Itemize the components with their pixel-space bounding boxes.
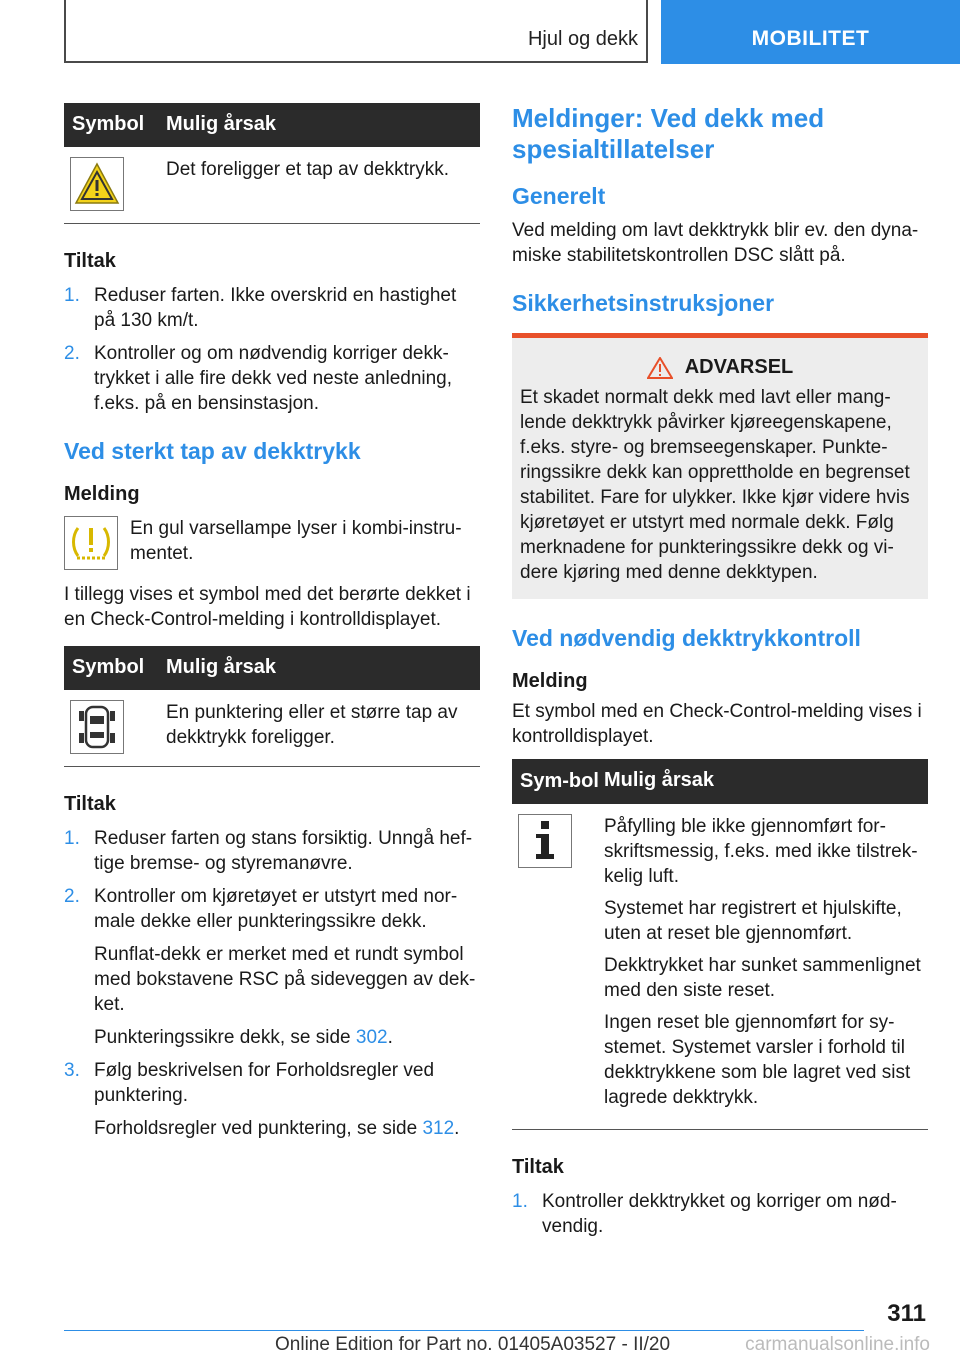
table-row bbox=[64, 147, 480, 224]
list-item: 1. Reduser farten. Ikke overskrid en hastighet på 130 km/t. bbox=[64, 285, 457, 331]
section-title: Hjul og dekk bbox=[527, 28, 638, 50]
table-header-cause: Mulig årsak bbox=[164, 646, 480, 690]
table-row bbox=[512, 804, 928, 1130]
table-header-symbol: Sym-bol bbox=[512, 759, 602, 804]
symbol-table-2 bbox=[64, 646, 480, 767]
page-link-312[interactable]: 312 bbox=[422, 1118, 455, 1139]
left-column bbox=[64, 103, 480, 1149]
list-item: 1. Reduser farten og stans forsiktig. Unngå heftige bremse- og styremanøvre. bbox=[64, 828, 473, 874]
check-heading: Ved nødvendig dekktrykkontroll bbox=[512, 625, 861, 651]
table-header-cause: Mulig årsak bbox=[602, 759, 928, 804]
warning-box bbox=[512, 333, 928, 599]
symbol-table-1 bbox=[64, 103, 480, 224]
info-icon bbox=[518, 814, 572, 868]
page-link-302[interactable]: 302 bbox=[355, 1027, 388, 1048]
table-cell-cause: Påfylling ble ikke gjennomført forskriftsmessig, f.eks. med ikke tilstrekkelig luft. bbox=[604, 816, 918, 887]
chapter-tab[interactable]: MOBILITET bbox=[661, 0, 960, 64]
right-column bbox=[512, 103, 928, 1247]
table-header-symbol: Symbol bbox=[64, 103, 164, 147]
symbol-table-3 bbox=[512, 759, 928, 1130]
table-header-symbol: Symbol bbox=[64, 646, 164, 690]
list-item: 3. Følg beskrivelsen for Forholdsregler ved punktering. Forholdsregler ved punktering, se side 312. bbox=[64, 1060, 460, 1139]
general-text: Ved melding om lavt dekktrykk blir ev. den dynamiske stabilitetskontrollen DSC slått på. bbox=[512, 220, 919, 266]
warning-icon bbox=[647, 357, 673, 379]
table-cell-cause: Systemet har registrert et hjulskifte, uten at reset ble gjennomført. bbox=[604, 898, 902, 944]
table-header-cause: Mulig årsak bbox=[164, 103, 480, 147]
car-tire-icon bbox=[70, 700, 124, 754]
list-item: 2. Kontroller og om nødvendig korriger dekktrykket i alle fire dekk ved neste anledning, f.eks. på en bensinstasjon. bbox=[64, 343, 453, 414]
warning-triangle-icon bbox=[70, 157, 124, 211]
header-box bbox=[64, 0, 648, 63]
section-heading-strong-loss: Ved sterkt tap av dekktrykk bbox=[64, 438, 361, 464]
measures-list-2 bbox=[64, 826, 480, 1141]
page-number: 311 bbox=[887, 1300, 926, 1327]
list-item: 2. Kontroller om kjøretøyet er utstyrt med normale dekke eller punkteringssikre dekk. Runflat-dekk er merket med et rundt symbol med bokstavene RSC på sideveggen av dekket. Punkteringssikre dekk, se side 302. bbox=[64, 886, 476, 1048]
message-row bbox=[64, 516, 480, 570]
message-title: Melding bbox=[64, 483, 140, 505]
measures-list-1 bbox=[64, 283, 480, 416]
table-cell-cause: En punktering eller et større tap av dekktrykk foreligger. bbox=[164, 690, 480, 767]
safety-heading: Sikkerhetsinstruksjoner bbox=[512, 290, 775, 316]
list-item: 1. Kontroller dekktrykket og korriger om nødvendig. bbox=[512, 1191, 897, 1237]
warning-title: ADVARSEL bbox=[684, 356, 794, 378]
table-row bbox=[64, 690, 480, 767]
page-title: Meldinger: Ved dekk med spesialtillatelser bbox=[512, 103, 825, 164]
table-cell-cause: Det foreligger et tap av dekktrykk. bbox=[164, 147, 480, 224]
tire-pressure-warning-icon bbox=[64, 516, 118, 570]
message-text: En gul varsellampe lyser i kombi-instrumentet. bbox=[130, 518, 462, 564]
table-cell-cause: Dekktrykket har sunket sammenlignet med den siste reset. bbox=[604, 955, 921, 1001]
footer-divider bbox=[64, 1330, 864, 1331]
warning-text: Et skadet normalt dekk med lavt eller manglende dekktrykk påvirker kjøreegenskapene, f.eks. styre- og bremseegenskaper. Punkteringssikre dekk kan opprettholde en begrenset stabilitet. Fare for ulykker. Ikke kjør videre hvis kjøretøyet er utstyrt med normale dekk. Følg merknadene for punkteringssikre dekk og videre kjøring med denne dekktypen. bbox=[520, 387, 910, 583]
extra-text: I tillegg vises et symbol med det berørte dekket i en Check-Control-melding i kontrolldisplayet. bbox=[64, 584, 471, 630]
footer-edition: Online Edition for Part no. 01405A03527 - II/20 bbox=[275, 1334, 671, 1355]
watermark: carmanualsonline.info bbox=[745, 1334, 930, 1355]
measures-title-2: Tiltak bbox=[64, 793, 116, 815]
measures-title-1: Tiltak bbox=[64, 250, 116, 272]
measures-list-3 bbox=[512, 1189, 928, 1239]
general-heading: Generelt bbox=[512, 183, 606, 209]
table-cell-cause: Ingen reset ble gjennomført for systemet. Systemet varsler i forhold til dekktrykkene som ble lagret ved sist lagrede dekktrykk. bbox=[604, 1012, 911, 1108]
message-text-right: Et symbol med en Check-Control-melding vises i kontrolldisplayet. bbox=[512, 701, 922, 747]
message-title-right: Melding bbox=[512, 670, 588, 692]
measures-title-3: Tiltak bbox=[512, 1156, 564, 1178]
